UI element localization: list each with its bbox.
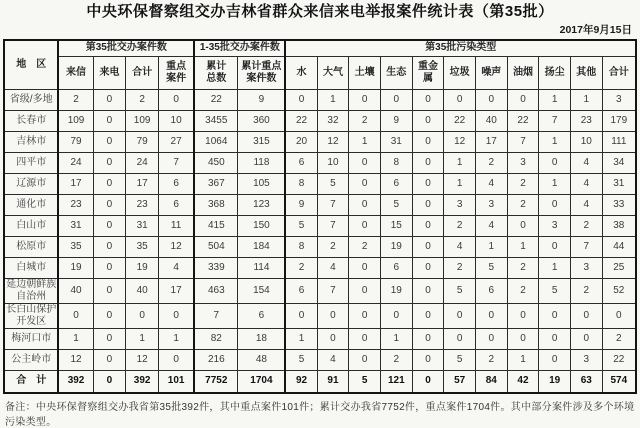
value-cell: 179 (602, 110, 636, 131)
value-cell: 0 (93, 131, 126, 152)
value-cell: 0 (475, 89, 507, 110)
value-cell: 35 (58, 236, 93, 257)
value-cell: 0 (349, 257, 381, 278)
value-cell: 0 (412, 152, 444, 173)
value-cell: 2 (507, 278, 539, 303)
value-cell: 2 (444, 257, 476, 278)
region-cell: 省级/多地 (4, 89, 58, 110)
value-cell: 19 (380, 236, 412, 257)
value-cell: 4 (570, 152, 602, 173)
value-cell: 109 (58, 110, 93, 131)
value-cell: 9 (380, 110, 412, 131)
value-cell: 118 (238, 152, 286, 173)
table-row (4, 236, 636, 257)
value-cell: 111 (602, 131, 636, 152)
value-cell: 0 (349, 152, 381, 173)
value-cell: 40 (126, 278, 159, 303)
value-cell: 22 (602, 349, 636, 370)
value-cell: 0 (444, 328, 476, 349)
value-cell: 31 (126, 215, 159, 236)
value-cell: 5 (444, 349, 476, 370)
value-cell: 57 (444, 370, 476, 393)
value-cell: 23 (126, 194, 159, 215)
table-row (4, 152, 636, 173)
value-cell: 0 (285, 89, 317, 110)
value-cell: 7 (317, 215, 349, 236)
column-header: 来电 (93, 56, 126, 89)
table-row (4, 173, 636, 194)
column-header: 重点 案件 (159, 56, 195, 89)
value-cell: 19 (539, 370, 571, 393)
value-cell: 1 (349, 131, 381, 152)
value-cell: 0 (412, 303, 444, 328)
value-cell: 150 (238, 215, 286, 236)
value-cell: 109 (126, 110, 159, 131)
value-cell: 10 (159, 110, 195, 131)
value-cell: 11 (159, 215, 195, 236)
value-cell: 31 (380, 131, 412, 152)
value-cell: 0 (412, 110, 444, 131)
column-header: 水 (285, 56, 317, 89)
value-cell: 0 (412, 194, 444, 215)
value-cell: 0 (93, 328, 126, 349)
column-header: 大气 (317, 56, 349, 89)
value-cell: 3 (570, 349, 602, 370)
value-cell: 17 (126, 173, 159, 194)
value-cell: 52 (602, 278, 636, 303)
value-cell: 17 (58, 173, 93, 194)
column-header: 合计 (126, 56, 159, 89)
value-cell: 7752 (194, 370, 238, 393)
region-cell: 四平市 (4, 152, 58, 173)
value-cell: 9 (285, 194, 317, 215)
value-cell: 3 (539, 215, 571, 236)
value-cell: 2 (285, 257, 317, 278)
column-header: 扬尘 (539, 56, 571, 89)
value-cell: 0 (159, 303, 195, 328)
value-cell: 19 (126, 257, 159, 278)
value-cell: 23 (58, 194, 93, 215)
value-cell: 6 (285, 278, 317, 303)
value-cell: 79 (126, 131, 159, 152)
value-cell: 0 (412, 173, 444, 194)
value-cell: 5 (539, 278, 571, 303)
value-cell: 6 (475, 278, 507, 303)
value-cell: 34 (602, 152, 636, 173)
value-cell: 0 (412, 257, 444, 278)
value-cell: 1 (126, 328, 159, 349)
value-cell: 0 (507, 303, 539, 328)
column-header: 垃圾 (444, 56, 476, 89)
value-cell: 6 (238, 303, 286, 328)
region-cell: 松原市 (4, 236, 58, 257)
region-cell: 延边朝鲜族 自治州 (4, 278, 58, 303)
value-cell: 114 (238, 257, 286, 278)
column-header: 噪声 (475, 56, 507, 89)
value-cell: 0 (317, 303, 349, 328)
value-cell: 123 (238, 194, 286, 215)
value-cell: 0 (93, 236, 126, 257)
value-cell: 38 (602, 215, 636, 236)
value-cell: 0 (475, 303, 507, 328)
table-row (4, 349, 636, 370)
value-cell: 6 (285, 152, 317, 173)
value-cell: 315 (238, 131, 286, 152)
value-cell: 4 (475, 173, 507, 194)
column-header: 来信 (58, 56, 93, 89)
value-cell: 0 (93, 349, 126, 370)
value-cell: 2 (507, 194, 539, 215)
value-cell: 2 (126, 89, 159, 110)
column-header: 累计 总数 (194, 56, 238, 89)
value-cell: 0 (349, 194, 381, 215)
total-row (4, 370, 636, 393)
value-cell: 19 (380, 278, 412, 303)
table-row (4, 278, 636, 303)
value-cell: 0 (349, 89, 381, 110)
value-cell: 0 (349, 328, 381, 349)
region-cell: 白山市 (4, 215, 58, 236)
value-cell: 7 (507, 131, 539, 152)
value-cell: 463 (194, 278, 238, 303)
table-row (4, 257, 636, 278)
value-cell: 84 (475, 370, 507, 393)
value-cell: 24 (58, 152, 93, 173)
value-cell: 17 (475, 131, 507, 152)
value-cell: 0 (570, 328, 602, 349)
value-cell: 27 (159, 131, 195, 152)
value-cell: 40 (58, 278, 93, 303)
value-cell: 10 (317, 152, 349, 173)
statistics-table (3, 39, 637, 394)
value-cell: 0 (412, 236, 444, 257)
value-cell: 2 (349, 236, 381, 257)
value-cell: 368 (194, 194, 238, 215)
value-cell: 0 (412, 370, 444, 393)
value-cell: 0 (93, 110, 126, 131)
value-cell: 216 (194, 349, 238, 370)
value-cell: 12 (317, 131, 349, 152)
value-cell: 1 (539, 89, 571, 110)
value-cell: 0 (93, 152, 126, 173)
value-cell: 5 (349, 370, 381, 393)
value-cell: 0 (539, 152, 571, 173)
table-body (4, 89, 636, 393)
value-cell: 0 (475, 328, 507, 349)
value-cell: 2 (317, 236, 349, 257)
value-cell: 7 (317, 194, 349, 215)
value-cell: 0 (412, 215, 444, 236)
value-cell: 0 (507, 328, 539, 349)
value-cell: 2 (602, 328, 636, 349)
value-cell: 5 (285, 349, 317, 370)
value-cell: 0 (93, 303, 126, 328)
value-cell: 154 (238, 278, 286, 303)
value-cell: 0 (412, 89, 444, 110)
value-cell: 22 (507, 110, 539, 131)
header-column-row (4, 56, 636, 89)
value-cell: 360 (238, 110, 286, 131)
region-cell: 辽源市 (4, 173, 58, 194)
value-cell: 31 (602, 173, 636, 194)
value-cell: 0 (93, 194, 126, 215)
value-cell: 1 (444, 173, 476, 194)
value-cell: 9 (238, 89, 286, 110)
value-cell: 0 (412, 328, 444, 349)
value-cell: 1 (317, 89, 349, 110)
region-cell: 吉林市 (4, 131, 58, 152)
value-cell: 7 (539, 110, 571, 131)
value-cell: 0 (602, 303, 636, 328)
value-cell: 450 (194, 152, 238, 173)
value-cell: 2 (475, 349, 507, 370)
value-cell: 3 (444, 194, 476, 215)
value-cell: 367 (194, 173, 238, 194)
region-cell: 白城市 (4, 257, 58, 278)
value-cell: 4 (317, 257, 349, 278)
value-cell: 1 (380, 328, 412, 349)
column-header: 重金 属 (412, 56, 444, 89)
value-cell: 1 (58, 328, 93, 349)
value-cell: 40 (475, 110, 507, 131)
table-header (4, 40, 636, 90)
value-cell: 0 (539, 194, 571, 215)
value-cell: 2 (570, 215, 602, 236)
value-cell: 82 (194, 328, 238, 349)
value-cell: 44 (602, 236, 636, 257)
column-header: 其他 (570, 56, 602, 89)
group-header: 第35批污染类型 (285, 40, 636, 57)
value-cell: 22 (444, 110, 476, 131)
value-cell: 6 (159, 173, 195, 194)
value-cell: 6 (380, 173, 412, 194)
page-title: 中央环保督察组交办吉林省群众来信来电举报案件统计表（第35批） (86, 3, 554, 20)
value-cell: 20 (285, 131, 317, 152)
value-cell: 10 (570, 131, 602, 152)
value-cell: 2 (507, 173, 539, 194)
value-cell: 12 (126, 349, 159, 370)
value-cell: 574 (602, 370, 636, 393)
value-cell: 23 (570, 110, 602, 131)
value-cell: 79 (58, 131, 93, 152)
value-cell: 3455 (194, 110, 238, 131)
value-cell: 0 (317, 328, 349, 349)
value-cell: 24 (126, 152, 159, 173)
value-cell: 0 (93, 257, 126, 278)
value-cell: 6 (159, 194, 195, 215)
value-cell: 1 (539, 173, 571, 194)
column-header: 油烟 (507, 56, 539, 89)
value-cell: 4 (444, 236, 476, 257)
value-cell: 5 (444, 278, 476, 303)
value-cell: 32 (317, 110, 349, 131)
value-cell: 12 (58, 349, 93, 370)
value-cell: 22 (194, 89, 238, 110)
value-cell: 339 (194, 257, 238, 278)
value-cell: 22 (285, 110, 317, 131)
value-cell: 15 (380, 215, 412, 236)
value-cell: 0 (159, 349, 195, 370)
value-cell: 2 (349, 110, 381, 131)
value-cell: 31 (58, 215, 93, 236)
value-cell: 0 (93, 89, 126, 110)
value-cell: 1 (539, 131, 571, 152)
value-cell: 48 (238, 349, 286, 370)
value-cell: 121 (380, 370, 412, 393)
value-cell: 2 (570, 278, 602, 303)
value-cell: 101 (159, 370, 195, 393)
region-cell: 通化市 (4, 194, 58, 215)
value-cell: 0 (507, 89, 539, 110)
value-cell: 0 (349, 278, 381, 303)
table-row (4, 194, 636, 215)
value-cell: 4 (317, 349, 349, 370)
value-cell: 8 (285, 173, 317, 194)
value-cell: 0 (93, 173, 126, 194)
column-header: 土壤 (349, 56, 381, 89)
region-column-header: 地 区 (4, 40, 58, 90)
value-cell: 1 (444, 152, 476, 173)
value-cell: 1 (475, 236, 507, 257)
value-cell: 0 (380, 89, 412, 110)
value-cell: 2 (507, 257, 539, 278)
value-cell: 415 (194, 215, 238, 236)
group-header: 第35批交办案件数 (58, 40, 194, 57)
value-cell: 8 (285, 236, 317, 257)
value-cell: 4 (159, 257, 195, 278)
value-cell: 0 (285, 303, 317, 328)
column-header: 累计重点 案件数 (238, 56, 286, 89)
table-row (4, 215, 636, 236)
value-cell: 0 (93, 370, 126, 393)
value-cell: 25 (602, 257, 636, 278)
value-cell: 0 (539, 303, 571, 328)
value-cell: 0 (412, 131, 444, 152)
value-cell: 17 (159, 278, 195, 303)
value-cell: 33 (602, 194, 636, 215)
column-header: 生态 (380, 56, 412, 89)
table-row (4, 328, 636, 349)
value-cell: 0 (444, 303, 476, 328)
group-header: 1-35批交办案件数 (194, 40, 285, 57)
report-date: 2017年9月15日 (559, 23, 632, 36)
value-cell: 0 (412, 278, 444, 303)
value-cell: 7 (194, 303, 238, 328)
value-cell: 2 (58, 89, 93, 110)
value-cell: 3 (602, 89, 636, 110)
value-cell: 2 (444, 215, 476, 236)
value-cell: 63 (570, 370, 602, 393)
value-cell: 2 (380, 349, 412, 370)
value-cell: 0 (539, 328, 571, 349)
value-cell: 0 (349, 215, 381, 236)
value-cell: 1 (507, 236, 539, 257)
value-cell: 0 (349, 173, 381, 194)
value-cell: 392 (126, 370, 159, 393)
value-cell: 12 (444, 131, 476, 152)
value-cell: 4 (475, 215, 507, 236)
header-group-row (4, 40, 636, 57)
value-cell: 35 (126, 236, 159, 257)
value-cell: 5 (317, 173, 349, 194)
value-cell: 0 (507, 215, 539, 236)
value-cell: 0 (412, 349, 444, 370)
value-cell: 5 (285, 215, 317, 236)
value-cell: 0 (349, 349, 381, 370)
table-row (4, 110, 636, 131)
value-cell: 4 (570, 194, 602, 215)
value-cell: 0 (380, 303, 412, 328)
value-cell: 3 (570, 257, 602, 278)
value-cell: 1064 (194, 131, 238, 152)
region-cell: 公主岭市 (4, 349, 58, 370)
table-row (4, 303, 636, 328)
value-cell: 1 (159, 328, 195, 349)
table-row (4, 131, 636, 152)
region-cell: 长春市 (4, 110, 58, 131)
value-cell: 8 (380, 152, 412, 173)
value-cell: 3 (475, 194, 507, 215)
value-cell: 91 (317, 370, 349, 393)
value-cell: 0 (58, 303, 93, 328)
footnote: 备注：中央环保督察组交办我省第35批392件，其中重点案件101件；累计交办我省7752件，重点案件1704件。其中部分案件涉及多个环境污染类型。 (5, 401, 635, 428)
value-cell: 504 (194, 236, 238, 257)
value-cell: 19 (58, 257, 93, 278)
value-cell: 5 (380, 194, 412, 215)
value-cell: 6 (380, 257, 412, 278)
value-cell: 3 (507, 152, 539, 173)
value-cell: 1 (507, 349, 539, 370)
table-row (4, 89, 636, 110)
value-cell: 7 (317, 278, 349, 303)
value-cell: 0 (539, 236, 571, 257)
value-cell: 18 (238, 328, 286, 349)
column-header: 合计 (602, 56, 636, 89)
value-cell: 12 (159, 236, 195, 257)
value-cell: 2 (475, 152, 507, 173)
value-cell: 7 (159, 152, 195, 173)
value-cell: 392 (58, 370, 93, 393)
region-cell: 梅河口市 (4, 328, 58, 349)
value-cell: 1 (285, 328, 317, 349)
value-cell: 184 (238, 236, 286, 257)
value-cell: 7 (570, 236, 602, 257)
value-cell: 1704 (238, 370, 286, 393)
value-cell: 0 (159, 89, 195, 110)
value-cell: 0 (539, 349, 571, 370)
value-cell: 105 (238, 173, 286, 194)
value-cell: 0 (444, 89, 476, 110)
value-cell: 0 (570, 303, 602, 328)
region-cell: 合 计 (4, 370, 58, 393)
value-cell: 0 (126, 303, 159, 328)
value-cell: 5 (475, 257, 507, 278)
value-cell: 42 (507, 370, 539, 393)
value-cell: 1 (539, 257, 571, 278)
value-cell: 0 (349, 303, 381, 328)
region-cell: 长白山保护 开发区 (4, 303, 58, 328)
value-cell: 0 (93, 215, 126, 236)
value-cell: 92 (285, 370, 317, 393)
value-cell: 4 (570, 173, 602, 194)
value-cell: 1 (570, 89, 602, 110)
value-cell: 0 (93, 278, 126, 303)
